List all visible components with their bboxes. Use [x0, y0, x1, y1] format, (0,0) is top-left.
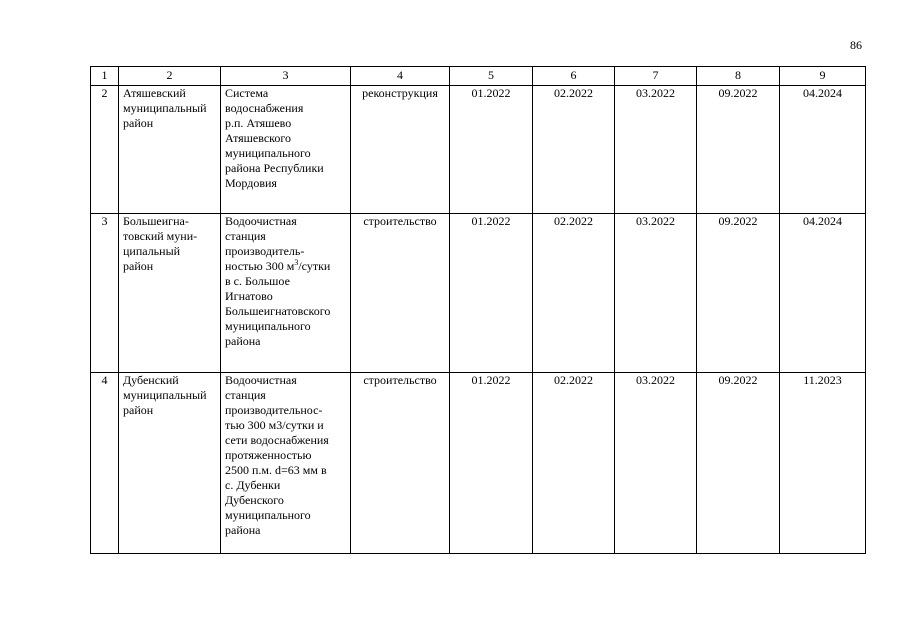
- column-header: 4: [351, 67, 450, 86]
- date-cell: 04.2024: [780, 86, 866, 214]
- date-cell: 11.2023: [780, 373, 866, 554]
- page-number: 86: [850, 38, 862, 52]
- object-cell: [221, 214, 351, 373]
- municipality-cell: Дубенский муниципальный район: [119, 373, 221, 554]
- object-cell: Система водоснабжения р.п. Атяшево Атяшевского муниципального района Республики Мордовия: [221, 86, 351, 214]
- date-cell: 04.2024: [780, 214, 866, 373]
- column-header: 8: [697, 67, 780, 86]
- object-text: Водоочистная станция производитель- ностью 300 м: [225, 214, 305, 273]
- object-text: /сутки в с. Большое Игнатово Большеигнатовского муниципального района: [225, 259, 331, 348]
- row-number: 4: [91, 373, 119, 554]
- date-cell: 09.2022: [697, 214, 780, 373]
- date-cell: 03.2022: [615, 86, 697, 214]
- work-type-cell: реконструкция: [351, 86, 450, 214]
- work-type-cell: строительство: [351, 373, 450, 554]
- date-cell: 02.2022: [533, 373, 615, 554]
- column-header: 2: [119, 67, 221, 86]
- column-header: 1: [91, 67, 119, 86]
- column-header: 9: [780, 67, 866, 86]
- date-cell: 01.2022: [450, 214, 533, 373]
- table-row: [91, 214, 866, 373]
- superscript-three: 3: [294, 258, 299, 267]
- row-number: 3: [91, 214, 119, 373]
- column-header: 5: [450, 67, 533, 86]
- column-header: 7: [615, 67, 697, 86]
- column-header: 6: [533, 67, 615, 86]
- table-row: [91, 86, 866, 214]
- date-cell: 03.2022: [615, 214, 697, 373]
- date-cell: 01.2022: [450, 373, 533, 554]
- date-cell: 02.2022: [533, 86, 615, 214]
- municipality-cell: Большеигна- товский муни- ципальный район: [119, 214, 221, 373]
- table-header-row: [91, 67, 866, 86]
- column-header: 3: [221, 67, 351, 86]
- schedule-table: [90, 66, 866, 554]
- date-cell: 03.2022: [615, 373, 697, 554]
- date-cell: 09.2022: [697, 373, 780, 554]
- date-cell: 02.2022: [533, 214, 615, 373]
- row-number: 2: [91, 86, 119, 214]
- municipality-cell: Атяшевский муниципальный район: [119, 86, 221, 214]
- object-cell: Водоочистная станция производительнос- тью 300 м3/сутки и сети водоснабжения протяженностью 2500 п.м. d=63 мм в с. Дубенки Дубенского муниципального района: [221, 373, 351, 554]
- work-type-cell: строительство: [351, 214, 450, 373]
- date-cell: 01.2022: [450, 86, 533, 214]
- table-row: [91, 373, 866, 554]
- date-cell: 09.2022: [697, 86, 780, 214]
